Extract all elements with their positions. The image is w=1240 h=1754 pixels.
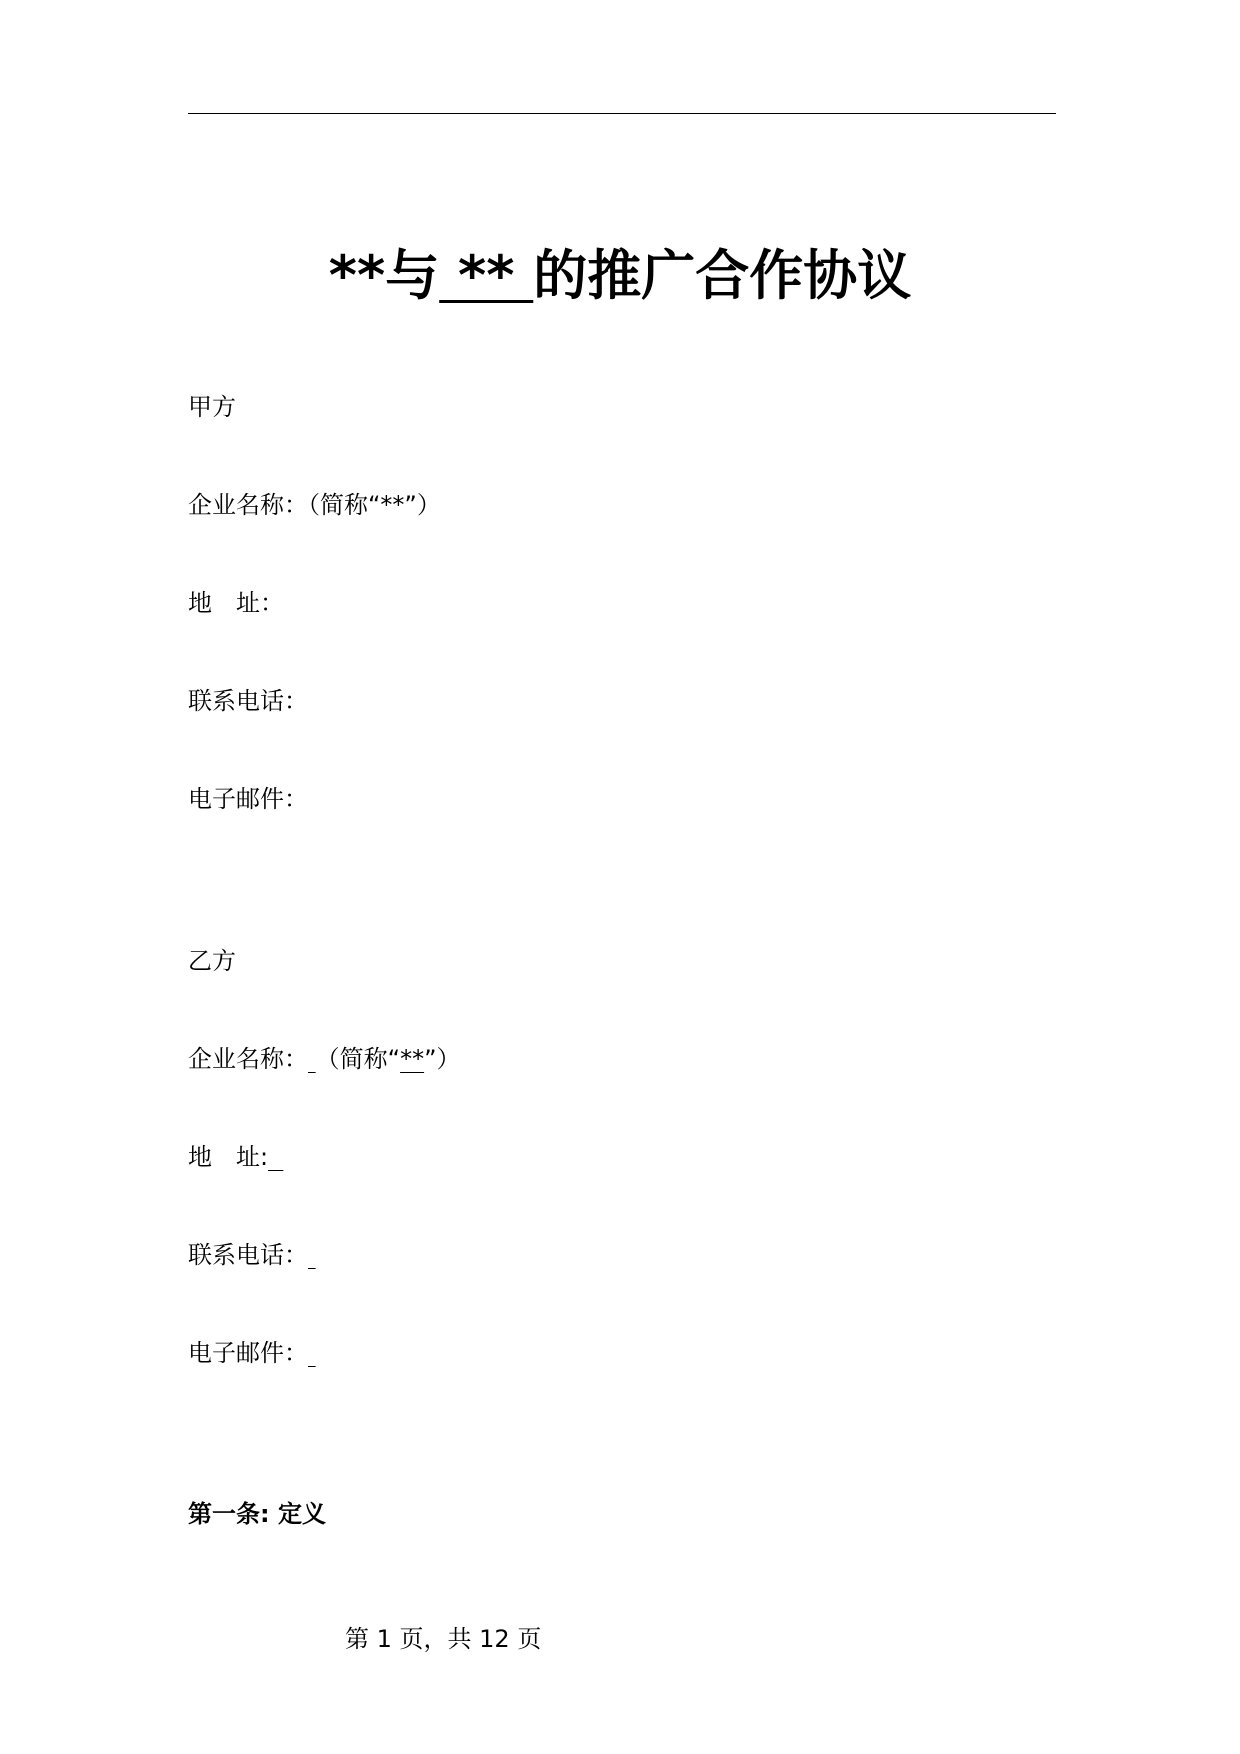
header-rule (188, 113, 1056, 114)
party-b-email (188, 1336, 316, 1370)
party-a-address: 地 址： (188, 589, 284, 617)
party-b-phone-label: 联系电话： (188, 1241, 308, 1269)
party-b-heading: 乙方 (188, 947, 236, 975)
party-b-company (188, 1042, 461, 1076)
party-b-email-blank (308, 1339, 316, 1367)
title-suffix: 的推广合作协议 (533, 244, 912, 307)
party-a-email: 电子邮件： (188, 785, 308, 813)
party-b-address-label: 地 址: (188, 1143, 269, 1171)
page-footer: 第 1 页，共 12 页 (345, 1625, 542, 1653)
party-a-phone: 联系电话： (188, 687, 308, 715)
party-b-address-blank (268, 1143, 283, 1171)
party-b-phone (188, 1238, 316, 1272)
party-b-company-open: （简称“ (315, 1045, 401, 1073)
document-title (0, 238, 1240, 314)
party-b-company-label: 企业名称： (188, 1045, 308, 1073)
party-b-company-close: ”） (424, 1045, 461, 1073)
party-b-company-blank (308, 1045, 316, 1073)
party-b-address (188, 1140, 283, 1174)
party-b-email-label: 电子邮件： (188, 1339, 308, 1367)
party-b-company-abbr: ** (400, 1045, 425, 1073)
article-1-heading: 第一条: 定义 (188, 1500, 326, 1528)
party-b-phone-blank (308, 1241, 316, 1269)
party-a-company: 企业名称：（简称“**”） (188, 491, 441, 519)
party-a-heading: 甲方 (188, 393, 236, 421)
title-prefix: **与 (328, 244, 440, 307)
title-blank: ** (439, 244, 534, 307)
